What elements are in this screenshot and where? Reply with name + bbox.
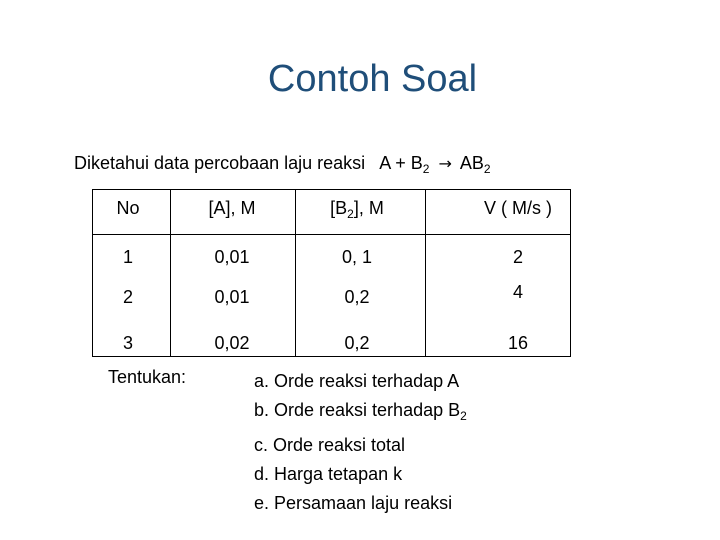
header-a: [A], M [208, 198, 256, 218]
list-item: d. Harga tetapan k [254, 464, 403, 484]
header-no: No [116, 198, 140, 218]
table-cell: 2 [512, 247, 524, 267]
page-title: Contoh Soal [267, 58, 478, 100]
table-cell: 16 [507, 333, 529, 353]
table-divider [295, 190, 296, 356]
table-cell: 0, 1 [341, 247, 373, 267]
table-cell: 3 [122, 333, 134, 353]
table-cell: 0,02 [214, 333, 250, 353]
header-v: V ( M/s ) [484, 198, 552, 218]
intro-text: Diketahui data percobaan laju reaksi [74, 153, 366, 173]
table-cell: 0,2 [344, 333, 370, 353]
list-item: c. Orde reaksi total [254, 435, 406, 455]
table-divider [170, 190, 171, 356]
table-divider [93, 234, 570, 235]
table-cell: 4 [512, 282, 524, 302]
product-subscript: 2 [483, 162, 491, 176]
table-divider [425, 190, 426, 356]
task-list [254, 367, 467, 518]
table-cell: 0,01 [214, 247, 250, 267]
list-item: a. Orde reaksi terhadap A [254, 371, 460, 391]
list-item: e. Persamaan laju reaksi [254, 493, 453, 513]
tentukan-label: Tentukan: [108, 367, 187, 387]
list-item: b. Orde reaksi terhadap $B_2$ [254, 400, 467, 423]
table-cell: 0,2 [344, 287, 370, 307]
table-cell: 2 [122, 287, 134, 307]
reaction-arrow-icon: → [438, 154, 452, 173]
table-cell: 0,01 [214, 287, 250, 307]
header-b: $[B_2]$, M [330, 198, 384, 221]
reactant-label: A + B [379, 153, 423, 173]
product-label: AB [459, 153, 484, 173]
data-table [92, 189, 571, 357]
table-cell: 1 [122, 247, 134, 267]
reactant-subscript: 2 [422, 162, 430, 176]
problem-statement [74, 153, 491, 176]
